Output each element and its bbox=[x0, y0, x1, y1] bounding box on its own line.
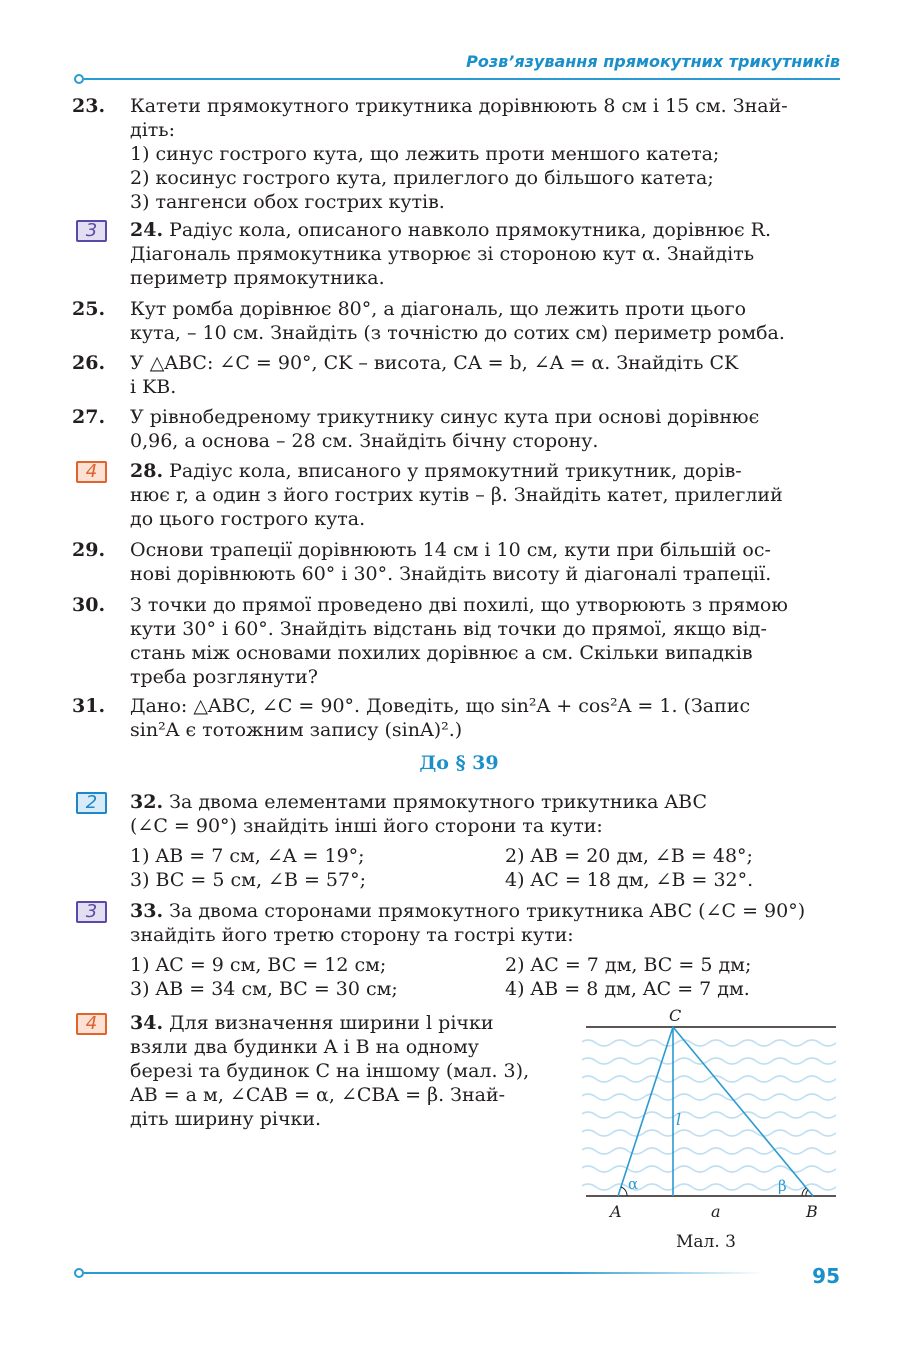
problem-line: 1) синус гострого кута, що лежить проти меншого катета; bbox=[130, 143, 720, 165]
problem-number: 23. bbox=[72, 95, 106, 117]
problem-line: до цього гострого кута. bbox=[130, 508, 366, 530]
footer-rule-ring bbox=[74, 1268, 84, 1278]
problem-line: діть ширину річки. bbox=[130, 1108, 322, 1130]
item: 2) AC = 7 дм, BC = 5 дм; bbox=[505, 954, 752, 976]
label-c: C bbox=[669, 1006, 682, 1025]
problem-line: Для визначення ширини l річки bbox=[169, 1012, 494, 1034]
label-a: A bbox=[610, 1202, 622, 1221]
problem-line: треба розглянути? bbox=[130, 666, 318, 688]
problem-line: діть: bbox=[130, 119, 176, 141]
problem-number: 25. bbox=[72, 298, 106, 320]
problem-number: 27. bbox=[72, 406, 106, 428]
problem-line: Радіус кола, описаного навколо прямокутника, дорівнює R. bbox=[169, 219, 771, 241]
problem-line: 3) тангенси обох гострих кутів. bbox=[130, 191, 445, 213]
problem-number: 28. bbox=[130, 460, 164, 482]
problem-line: кути 30° і 60°. Знайдіть відстань від точки до прямої, якщо від- bbox=[130, 618, 767, 640]
problem-line: За двома сторонами прямокутного трикутника ABC (∠C = 90°) bbox=[169, 900, 806, 922]
level-badge-3: 3 bbox=[76, 220, 107, 242]
problem-line: У △ABC: ∠C = 90°, CK – висота, CA = b, ∠A = α. Знайдіть CK bbox=[130, 352, 739, 374]
problem-line: знайдіть його третю сторону та гострі кути: bbox=[130, 924, 574, 946]
problem-line: З точки до прямої проведено дві похилі, що утворюють з прямою bbox=[130, 594, 788, 616]
level-badge-4: 4 bbox=[76, 461, 107, 483]
problem-line: Катети прямокутного трикутника дорівнюють 8 см і 15 см. Знай- bbox=[130, 95, 788, 117]
problem-line: Кут ромба дорівнює 80°, а діагональ, що лежить проти цього bbox=[130, 298, 747, 320]
level-badge-2: 2 bbox=[76, 792, 107, 814]
problem-number: 34. bbox=[130, 1012, 164, 1034]
problem-line: 2) косинус гострого кута, прилеглого до більшого катета; bbox=[130, 167, 714, 189]
page-number: 95 bbox=[812, 1264, 840, 1288]
item: 3) AB = 34 см, BC = 30 см; bbox=[130, 978, 398, 1000]
figure-caption: Мал. 3 bbox=[676, 1232, 736, 1252]
item: 4) AC = 18 дм, ∠B = 32°. bbox=[505, 869, 754, 891]
level-badge-3: 3 bbox=[76, 901, 107, 923]
problem-line: Діагональ прямокутника утворює зі стороною кут α. Знайдіть bbox=[130, 243, 755, 265]
footer-rule bbox=[84, 1272, 764, 1274]
problem-line: нові дорівнюють 60° і 30°. Знайдіть висоту й діагоналі трапеції. bbox=[130, 563, 772, 585]
section-title: До § 39 bbox=[419, 752, 499, 774]
problem-line: Дано: △ABC, ∠C = 90°. Доведіть, що sin²A + cos²A = 1. (Запис bbox=[130, 695, 751, 717]
problem-number: 33. bbox=[130, 900, 164, 922]
problem-line: і KB. bbox=[130, 376, 177, 398]
problem-line: sin²A є тотожним запису (sinA)².) bbox=[130, 719, 463, 741]
item: 1) AC = 9 см, BC = 12 см; bbox=[130, 954, 387, 976]
angle-beta-arc bbox=[802, 1188, 806, 1196]
problem-line: Основи трапеції дорівнюють 14 см і 10 см, кути при більшій ос- bbox=[130, 539, 771, 561]
problem-number: 29. bbox=[72, 539, 106, 561]
problem-number: 30. bbox=[72, 594, 106, 616]
river-figure bbox=[580, 1005, 840, 1250]
problem-line: Радіус кола, вписаного у прямокутний трикутник, дорів- bbox=[169, 460, 742, 482]
items-grid bbox=[130, 844, 842, 892]
problem-number: 31. bbox=[72, 695, 106, 717]
side-ca bbox=[618, 1027, 673, 1196]
running-header: Розв’язування прямокутних трикутників bbox=[466, 52, 840, 71]
label-a-length: a bbox=[711, 1202, 721, 1221]
problem-number: 32. bbox=[130, 791, 164, 813]
problem-line: За двома елементами прямокутного трикутника ABC bbox=[169, 791, 708, 813]
problem-number: 24. bbox=[130, 219, 164, 241]
problem-line: AB = a м, ∠CAB = α, ∠CBA = β. Знай- bbox=[130, 1084, 506, 1106]
item: 3) BC = 5 см, ∠B = 57°; bbox=[130, 869, 366, 891]
header-rule bbox=[84, 78, 840, 80]
water-waves bbox=[580, 1040, 840, 1190]
problem-line: (∠C = 90°) знайдіть інші його сторони та кути: bbox=[130, 815, 603, 837]
label-b: B bbox=[806, 1202, 818, 1221]
problem-line: стань між основами похилих дорівнює a см. Скільки випадків bbox=[130, 642, 753, 664]
problem-line: кута, – 10 см. Знайдіть (з точністю до сотих см) периметр ромба. bbox=[130, 322, 785, 344]
problem-line: нює r, а один з його гострих кутів – β. Знайдіть катет, прилеглий bbox=[130, 484, 783, 506]
problem-number: 26. bbox=[72, 352, 106, 374]
item: 4) AB = 8 дм, AC = 7 дм. bbox=[505, 978, 750, 1000]
label-l: l bbox=[676, 1110, 682, 1129]
item: 2) AB = 20 дм, ∠B = 48°; bbox=[505, 845, 753, 867]
problem-line: У рівнобедреному трикутнику синус кута при основі дорівнює bbox=[130, 406, 760, 428]
problem-line: взяли два будинки A і B на одному bbox=[130, 1036, 479, 1058]
items-grid bbox=[130, 953, 842, 1001]
problem-line: периметр прямокутника. bbox=[130, 267, 385, 289]
item: 1) AB = 7 см, ∠A = 19°; bbox=[130, 845, 365, 867]
angle-alpha-arc bbox=[621, 1187, 627, 1196]
label-alpha: α bbox=[628, 1175, 639, 1193]
label-beta: β bbox=[778, 1177, 787, 1195]
header-rule-ring bbox=[74, 74, 84, 84]
problem-line: березі та будинок C на іншому (мал. 3), bbox=[130, 1060, 530, 1082]
level-badge-4: 4 bbox=[76, 1013, 107, 1035]
problem-line: 0,96, а основа – 28 см. Знайдіть бічну сторону. bbox=[130, 430, 599, 452]
